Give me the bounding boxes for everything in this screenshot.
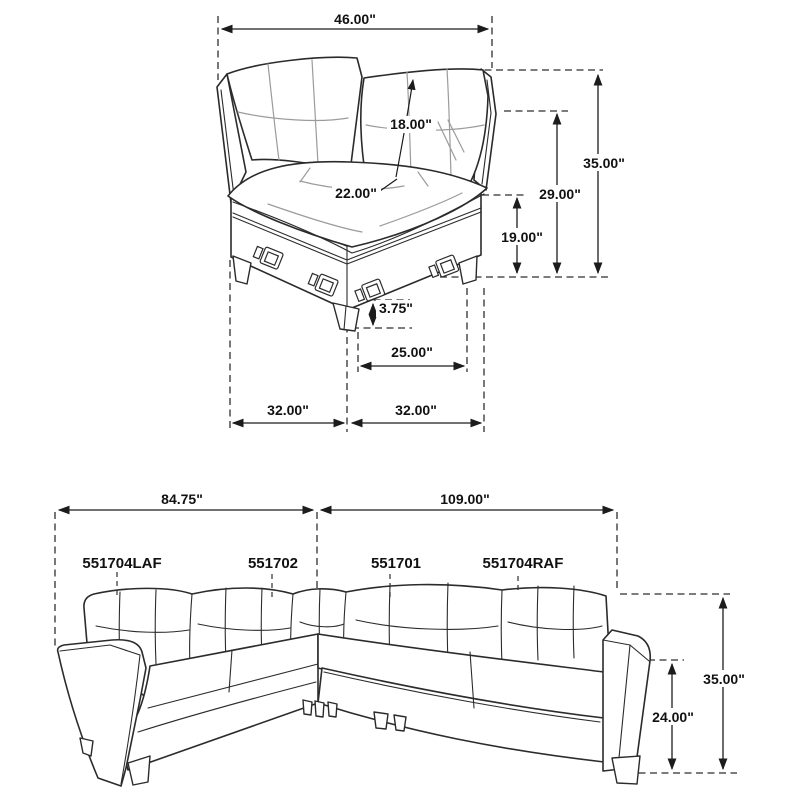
left-back-cushion (227, 57, 362, 172)
sectional-art (58, 583, 651, 786)
dim-sectional-arm-height (648, 664, 698, 769)
dim-text: 46.00" (334, 11, 376, 27)
dim-text: 29.00" (539, 186, 581, 202)
part-label-raf: 551704RAF (482, 555, 564, 572)
dim-text: 3.75" (379, 300, 413, 316)
corner-piece-drawing (217, 11, 629, 432)
dim-corner-leg-height (373, 300, 416, 325)
dim-corner-height-total (579, 75, 629, 273)
part-label-corner: 551702 (247, 555, 299, 572)
dim-text: 25.00" (391, 344, 433, 360)
dim-text: 32.00" (395, 402, 437, 418)
sectional-drawing (55, 491, 749, 786)
dim-text: 18.00" (390, 116, 432, 132)
dim-corner-front-width (361, 344, 464, 366)
right-arm (603, 630, 650, 771)
dim-corner-height-seat (497, 198, 547, 273)
dim-sectional-right-width (321, 491, 613, 510)
dim-corner-height-back (535, 114, 585, 273)
dim-text: 35.00" (703, 671, 745, 687)
part-label-armless: 551701 (370, 555, 422, 572)
dim-text: 84.75" (161, 491, 203, 507)
dim-text: 109.00" (440, 491, 490, 507)
dim-corner-depth-left (233, 402, 344, 423)
dim-text: 32.00" (267, 402, 309, 418)
dim-corner-top-width (222, 11, 488, 29)
dim-text: 22.00" (335, 185, 377, 201)
part-label-laf: 551704LAF (82, 555, 162, 572)
dim-sectional-left-width (59, 491, 313, 510)
dim-text: 35.00" (583, 155, 625, 171)
dim-sectional-height-total (699, 598, 749, 769)
dim-text: 24.00" (652, 709, 694, 725)
dim-text: 19.00" (501, 229, 543, 245)
dim-corner-depth-right (352, 402, 481, 423)
